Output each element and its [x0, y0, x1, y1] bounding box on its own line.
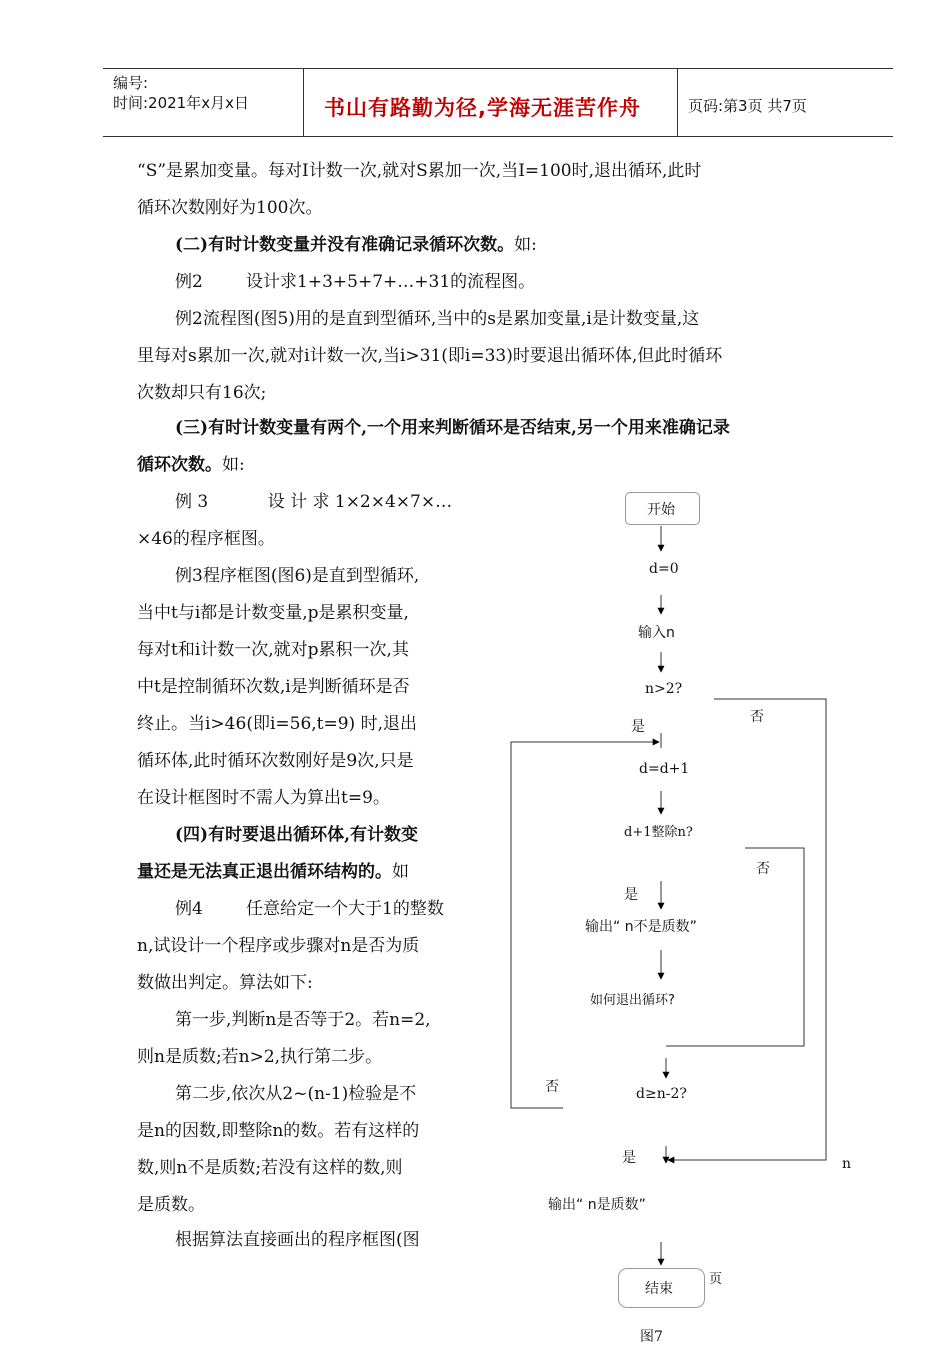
- step1-line2: 则n是质数;若n>2,执行第二步。: [137, 1047, 383, 1067]
- step2-line3: 数,则n不是质数;若没有这样的数,则: [137, 1158, 403, 1178]
- para2-line2: 里每对s累加一次,就对i计数一次,当i>31(即i=33)时要退出循环体,但此时循环: [137, 346, 723, 366]
- figure-caption: 图7: [640, 1329, 663, 1345]
- para3-line1: 例3程序框图(图6)是直到型循环,: [175, 566, 420, 586]
- section3-heading-bold: 循环次数。: [137, 455, 222, 475]
- flowchart-input: 输入n: [638, 625, 675, 641]
- para1-line2: 循环次数刚好为100次。: [137, 198, 323, 218]
- para3-line6: 循环体,此时循环次数刚好是9次,只是: [137, 751, 414, 771]
- flowchart-no1: 否: [750, 709, 764, 725]
- para3-line4: 中t是控制循环次数,i是判断循环是否: [137, 677, 410, 697]
- example3-line1: 例 3 设 计 求 1×2×4×7×…: [175, 492, 453, 512]
- flowchart-cond1: n>2?: [645, 681, 683, 697]
- para3-line7: 在设计框图时不需人为算出t=9。: [137, 788, 390, 808]
- example4-line3: 数做出判定。算法如下:: [137, 973, 313, 993]
- section3-heading-line1: (三)有时计数变量有两个,一个用来判断循环是否结束,另一个用来准确记录: [175, 418, 730, 438]
- flowchart-start-label: 开始: [647, 502, 675, 518]
- flowchart-page-fragment: 页: [709, 1272, 723, 1287]
- para1-line1: “S”是累加变量。每对I计数一次,就对S累加一次,当I=100时,退出循环,此时: [137, 161, 702, 181]
- section3-heading-rest: 如:: [222, 455, 245, 475]
- header-time-label: 时间:2021年x月x日: [113, 94, 249, 112]
- section4-heading-line1: (四)有时要退出循环体,有计数变: [175, 825, 419, 845]
- step2-line4: 是质数。: [137, 1195, 205, 1215]
- para2-line3: 次数却只有16次;: [137, 383, 267, 403]
- flowchart-no2: 否: [756, 861, 770, 877]
- flowchart-yes3: 是: [622, 1150, 636, 1166]
- header-number-label: 编号:: [113, 74, 149, 92]
- flowchart-cond3: d≥n-2?: [636, 1086, 687, 1102]
- flowchart-yes2: 是: [624, 887, 638, 903]
- section4-heading-bold: 量还是无法真正退出循环结构的。: [137, 862, 392, 882]
- para2-line1: 例2流程图(图5)用的是直到型循环,当中的s是累加变量,i是计数变量,这: [175, 309, 700, 329]
- example3-line2: ×46的程序框图。: [137, 529, 275, 549]
- last-line: 根据算法直接画出的程序框图(图: [175, 1230, 420, 1250]
- step1-line1: 第一步,判断n是否等于2。若n=2,: [175, 1010, 431, 1030]
- flowchart-yes1: 是: [631, 719, 645, 735]
- section2-heading-rest: 如:: [514, 235, 537, 255]
- flowchart-n-label: n: [842, 1156, 852, 1172]
- header-motto: 书山有路勤为径,学海无涯苦作舟: [324, 96, 641, 120]
- example2-title: 例2 设计求1+3+5+7+…+31的流程图。: [175, 272, 536, 292]
- para3-line2: 当中t与i都是计数变量,p是累积变量,: [137, 603, 409, 623]
- flowchart-output-not-prime: 输出“ n不是质数”: [585, 919, 697, 935]
- flowchart-end-label: 结束: [645, 1281, 673, 1297]
- flowchart-d0: d=0: [649, 561, 679, 577]
- flowchart-no3: 否: [545, 1079, 559, 1095]
- para3-line3: 每对t和i计数一次,就对p累积一次,其: [137, 640, 409, 660]
- header-page-info: 页码:第3页 共7页: [688, 97, 807, 115]
- para3-line5: 终止。当i>46(即i=56,t=9) 时,退出: [137, 714, 417, 734]
- example4-line2: n,试设计一个程序或步骤对n是否为质: [137, 936, 420, 956]
- flowchart-output-prime: 输出“ n是质数”: [548, 1197, 646, 1213]
- flowchart-cond2: d+1整除n?: [624, 825, 693, 840]
- example4-line1: 例4 任意给定一个大于1的整数: [175, 899, 444, 919]
- section2-heading-bold: (二)有时计数变量并没有准确记录循环次数。: [175, 235, 515, 255]
- flowchart-inc: d=d+1: [639, 761, 690, 777]
- flowchart-how-exit: 如何退出循环?: [590, 993, 675, 1008]
- step2-line2: 是n的因数,即整除n的数。若有这样的: [137, 1121, 420, 1141]
- section4-heading-rest: 如: [392, 862, 409, 882]
- step2-line1: 第二步,依次从2~(n-1)检验是不: [175, 1084, 417, 1104]
